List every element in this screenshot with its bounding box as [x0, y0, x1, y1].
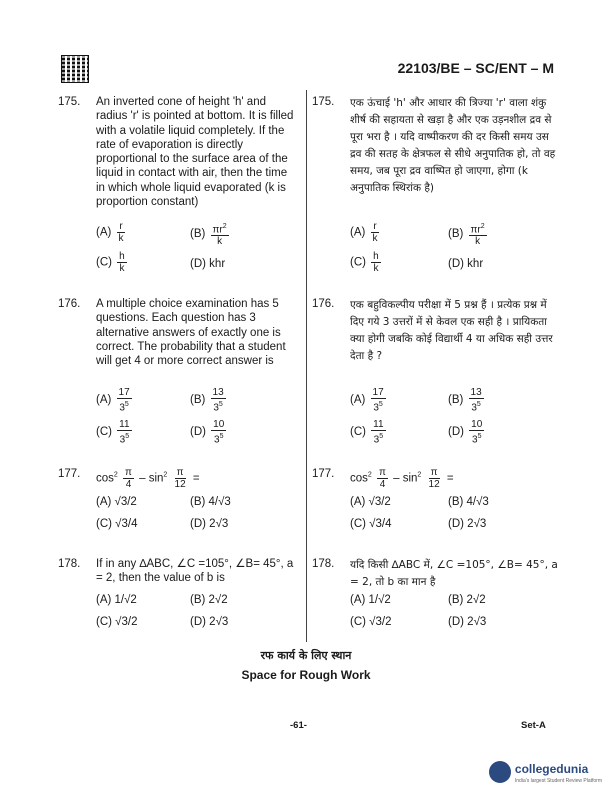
option-c: (C) √3/2 [96, 616, 138, 628]
option-b: (B) 4/√3 [448, 496, 489, 508]
option-d: (D) khr [448, 258, 484, 270]
question-text: एक बहुविकल्पीय परीक्षा में 5 प्रश्न हैं । प्रत्येक प्रश्न में दिए गये 3 उत्तरों में से केवल एक सही है । प्रायिकता क्या होगी जबकि कोई विद्यार्थी 4 या अधिक सही उत्तर देता है ? [350, 299, 553, 362]
question-177-hi [312, 467, 558, 530]
question-text: यदि किसी ∆ABC में, ∠C =105°, ∠B= 45°, a = 2, तो b का मान है [350, 559, 558, 588]
option-a: (A) √3/2 [350, 496, 391, 508]
question-text: $\cos^2$ $\frac{\pi}{4}$ – $\sin^2$ $\frac{\pi}{12}$ = [96, 467, 200, 490]
option-a: (A) 1/√2 [350, 594, 391, 606]
option-b: (B) 4/√3 [190, 496, 231, 508]
question-178-hi [312, 557, 558, 628]
option-c: (C) √3/4 [96, 518, 138, 530]
watermark-logo [489, 760, 602, 784]
option-a: (A) $\frac{r}{k}$ [96, 221, 124, 244]
question-number: 177. [58, 468, 81, 480]
option-d: (D) 2√3 [190, 518, 229, 530]
option-d: (D) 2√3 [190, 616, 229, 628]
question-number: 178. [58, 558, 81, 570]
option-a: (A) $\frac{17}{3^5}$ [350, 387, 384, 414]
rough-work-hindi: रफ कार्य के लिए स्थान [260, 649, 352, 662]
option-d: (D) khr [190, 258, 226, 270]
question-number: 177. [312, 468, 335, 480]
option-d: (D) 2√3 [448, 518, 487, 530]
option-b: (B) 2√2 [448, 594, 486, 606]
option-value: $\frac{h}{k}$ [119, 251, 125, 274]
page-number: -61- [290, 720, 307, 731]
qr-code [61, 55, 89, 83]
brand-tagline: India's largest Student Review Platform [514, 778, 602, 784]
question-number: 176. [58, 298, 81, 310]
question-text: $\cos^2$ $\frac{\pi}{4}$ – $\sin^2$ $\frac{\pi}{12}$ = [350, 467, 454, 490]
option-c: (C) √3/2 [350, 616, 392, 628]
option-a: (A) √3/2 [96, 496, 137, 508]
option-b: (B) $\frac{13}{3^5}$ [448, 387, 482, 414]
paper-code: 22103/BE – SC/ENT – M [397, 60, 554, 76]
question-175-en [58, 95, 298, 274]
option-value: $\frac{\pi r^2}{k}$ [212, 223, 227, 248]
question-text: A multiple choice examination has 5 questions. Each question has 3 alternative answers of exactly one is correct. The probability that a student will get 4 or more correct answer is [96, 298, 286, 368]
question-number: 175. [312, 96, 335, 108]
option-a: (A) $\frac{r}{k}$ [350, 221, 378, 244]
option-c: (C) √3/4 [350, 518, 392, 530]
option-b: (B) 2√2 [190, 594, 228, 606]
option-a: (A) 1/√2 [96, 594, 137, 606]
option-c: (C) $\frac{h}{k}$ [350, 251, 379, 274]
option-c: (C) $\frac{11}{3^5}$ [350, 419, 384, 446]
question-text: An inverted cone of height 'h' and radius 'r' is pointed at bottom. It is filled with a volatile liquid completely. If the rate of evaporation is directly proportional to the surface area of the liquid in contact with air, then the time in which whole liquid evaporated (k is proportion constant) [96, 96, 294, 209]
set-label: Set-A [521, 720, 546, 731]
question-177-en [58, 467, 298, 530]
question-text: एक ऊंचाई 'h' और आधार की त्रिज्या 'r' वाला शंकु शीर्ष की सहायता से खड़ा है और एक उड़नशील द्रव से पूरा भरा है । यदि वाष्पीकरण की दर किसी समय उस द्रव की सतह के क्षेत्रफल से सीधे अनुपातिक हो, तो वह समय, जब पूरा द्रव वाष्पित हो जाएगा, होगा (k अनुपातिक स्थिरांक है) [350, 97, 556, 194]
option-b: (B) $\frac{13}{3^5}$ [190, 387, 224, 414]
option-d: (D) $\frac{10}{3^5}$ [448, 419, 483, 446]
option-d: (D) 2√3 [448, 616, 487, 628]
logo-icon [489, 761, 511, 783]
question-176-en [58, 297, 298, 446]
option-b: (B) $\frac{\pi r^2}{k}$ [190, 223, 227, 248]
question-175-hi [312, 95, 558, 274]
column-divider [306, 90, 307, 642]
option-c: (C) $\frac{h}{k}$ [96, 251, 125, 274]
question-178-en [58, 557, 298, 628]
option-a: (A) $\frac{17}{3^5}$ [96, 387, 130, 414]
option-d: (D) $\frac{10}{3^5}$ [190, 419, 225, 446]
question-number: 178. [312, 558, 335, 570]
question-176-hi [312, 297, 558, 446]
brand-name: collegedunia [514, 762, 589, 776]
question-number: 175. [58, 96, 81, 108]
option-value: $\frac{r}{k}$ [118, 221, 124, 244]
question-number: 176. [312, 298, 335, 310]
rough-work-english: Space for Rough Work [241, 668, 371, 682]
option-b: (B) $\frac{\pi r^2}{k}$ [448, 223, 485, 248]
question-text: If in any ∆ABC, ∠C =105°, ∠B= 45°, a = 2, then the value of b is [96, 558, 294, 585]
option-c: (C) $\frac{11}{3^5}$ [96, 419, 130, 446]
